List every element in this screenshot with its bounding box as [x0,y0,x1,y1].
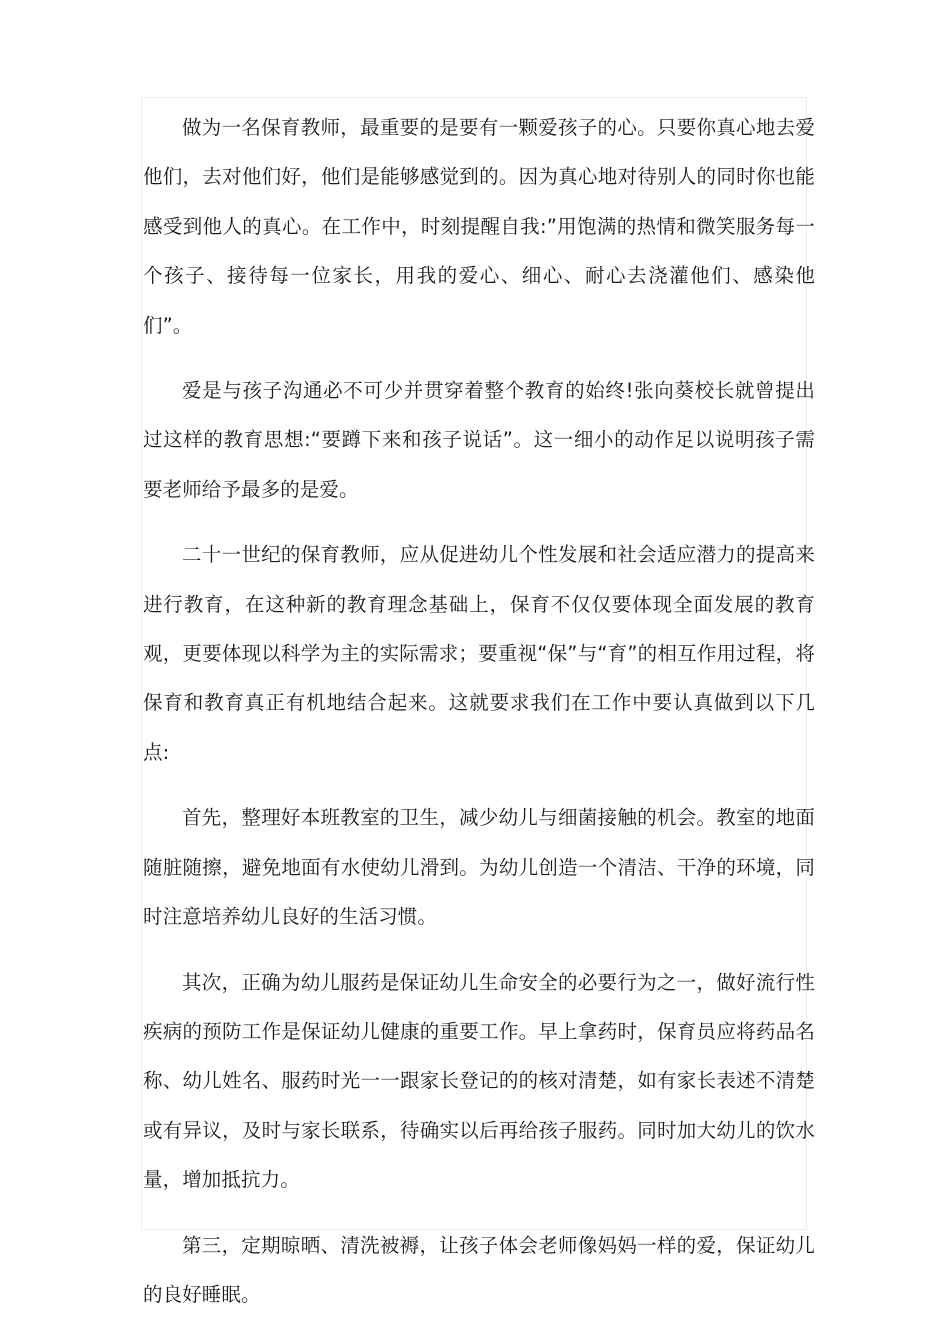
paragraph: 二十一世纪的保育教师，应从促进幼儿个性发展和社会适应潜力的提高来进行教育，在这种新的教育理念基础上，保育不仅仅要体现全面发展的教育观，更要体现以科学为主的实际需求；要重视“保”与“育”的相互作用过程，将保育和教育真正有机地结合起来。这就要求我们在工作中要认真做到以下几点: [143,543,815,764]
paragraph: 爱是与孩子沟通必不可少并贯穿着整个教育的始终!张向葵校长就曾提出过这样的教育思想:“要蹲下来和孩子说话”。这一细小的动作足以说明孩子需要老师给予最多的是爱。 [143,379,815,501]
paragraph: 其次，正确为幼儿服药是保证幼儿生命安全的必要行为之一，做好流行性疾病的预防工作是保证幼儿健康的重要工作。早上拿药时，保育员应将药品名称、幼儿姓名、服药时光一一跟家长登记的的核对清楚，如有家长表述不清楚或有异议，及时与家长联系，待确实以后再给孩子服药。同时加大幼儿的饮水量，增加抵抗力。 [143,970,815,1192]
paragraph: 做为一名保育教师，最重要的是要有一颗爱孩子的心。只要你真心地去爱他们，去对他们好，他们是能够感觉到的。因为真心地对待别人的同时你也能感受到他人的真心。在工作中，时刻提醒自我:”用饱满的热情和微笑服务每一个孩子、接待每一位家长，用我的爱心、细心、耐心去浇灌他们、感染他们”。 [143,116,815,337]
paragraph: 第三，定期晾晒、清洗被褥，让孩子体会老师像妈妈一样的爱，保证幼儿的良好睡眠。 [143,1233,815,1306]
paragraph: 首先，整理好本班教室的卫生，减少幼儿与细菌接触的机会。教室的地面随脏随擦，避免地面有水使幼儿滑到。为幼儿创造一个清洁、干净的环境，同时注意培养幼儿良好的生活习惯。 [143,806,815,929]
document-body [143,103,815,1335]
